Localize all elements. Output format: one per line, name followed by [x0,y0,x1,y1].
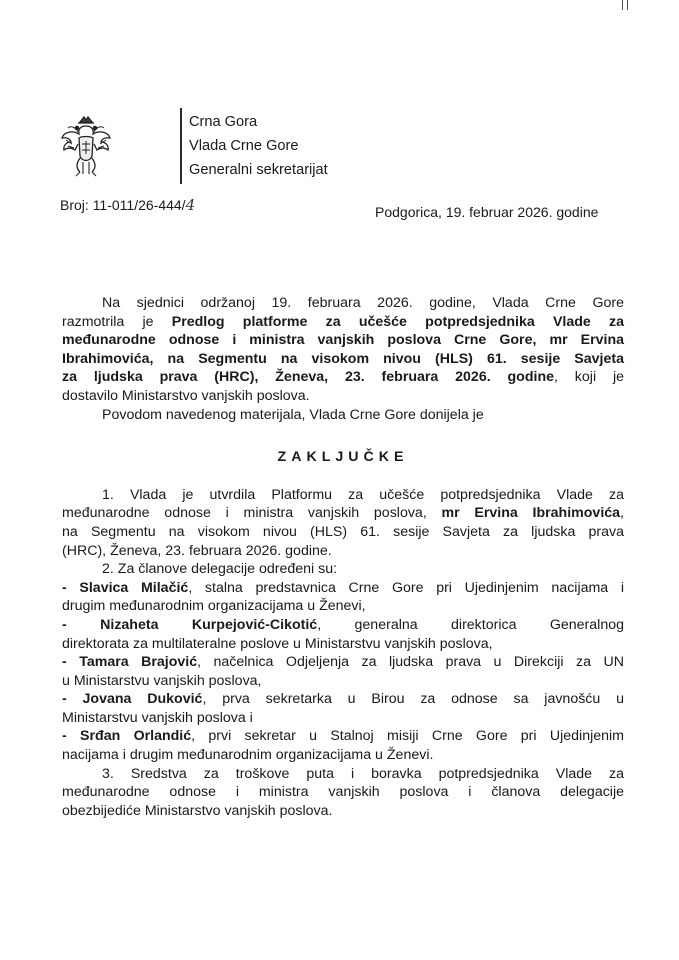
member-name: Tamara Brajović [79,654,198,671]
member-role: , stalna predstavnica Crne Gore pri Ujedinjenim nacijama i [188,579,625,596]
intro-line [62,368,624,387]
intro-decision: Povodom navedenog materijala, Vlada Crne Gore donijela je [102,406,484,423]
government-name: Vlada Crne Gore [189,138,299,154]
delegation-member-cont: drugim međunarodnim organizacijama u Ženevi, [62,598,366,615]
intro-bold: za ljudska prava (HRC), Ženeva, 23. februara 2026. godine [62,369,555,386]
reference-label: Broj: [60,197,89,213]
intro-line: dostavilo Ministarstvo vanjskih poslova. [62,387,310,404]
intro-line [62,331,624,350]
member-role: , prvi sekretar u Stalnoj misiji Crne Gore pri Ujedinjenim [191,728,624,745]
intro-text: , koji je [554,369,624,386]
member-dash: - [62,579,80,596]
intro-bold: Predlog platforme za učešće potpredsjednika Vlade za [171,313,624,330]
intro-line [62,350,624,369]
delegation-member-cont: Ministarstvu vanjskih poslova i [62,709,253,726]
member-dash: - [62,654,80,671]
document-body [62,294,624,820]
member-dash: - [62,728,81,745]
delegation-member-cont: u Ministarstvu vanjskih poslova, [62,672,262,689]
member-dash: - [62,616,101,633]
member-name: Jovana Duković [82,691,203,708]
delegation-member [62,727,624,746]
conclusion-3-line: međunarodne odnose i ministra vanjskih poslova i članova delegacije [62,784,624,801]
member-name: Slavica Milačić [79,579,189,596]
conclusion-1-line: 1. Vlada je utvrdila Platformu za učešće potpredsjednika Vlade za [102,486,624,503]
coat-of-arms-icon [58,114,114,178]
conclusion-1-line: (HRC), Ženeva, 23. februara 2026. godine. [62,542,332,559]
member-role: , generalna direktorica Generalnog [317,616,624,633]
conclusion-3-line: obezbijediće Ministarstvo vanjskih poslova. [62,802,333,819]
minister-name: mr Ervina Ibrahimovića [441,505,621,522]
conclusion-1-line [62,504,624,523]
handwritten-suffix: 4 [185,196,196,214]
intro-line: Na sjednici održanoj 19. februara 2026. godine, Vlada Crne Gore [102,295,624,311]
conclusion-text: međunarodne odnose i ministra vanjskih poslova, [62,505,442,522]
member-name: Nizaheta Kurpejović-Cikotić [100,616,318,633]
member-dash: - [62,691,83,708]
secretariat-name: Generalni sekretarijat [189,162,328,178]
intro-line [62,313,624,332]
delegation-member [62,653,624,672]
letterhead-text [189,110,328,182]
member-name: Srđan Orlandić [80,728,192,745]
reference-number [60,196,195,214]
member-role: , načelnica Odjeljenja za ljudska prava u Direkciji za UN [197,654,624,671]
conclusion-2-intro: 2. Za članove delegacije određeni su: [102,561,338,578]
delegation-member-cont: nacijama i drugim međunarodnim organizacijama u Ženevi. [62,747,434,764]
letterhead-divider [180,108,182,184]
place-and-date: Podgorica, 19. februar 2026. godine [375,204,599,220]
delegation-member [62,616,624,635]
intro-bold: međunarodne odnose i ministra vanjskih poslova Crne Gore, mr Ervina [62,332,624,349]
conclusion-1-line: na Segmentu na visokom nivou (HLS) 61. sesije Savjeta za ljudska prava [62,523,624,540]
conclusion-text: , [620,505,624,522]
scan-mark [622,0,628,10]
conclusion-3-line: 3. Sredstva za troškove puta i boravka potpredsjednika Vlade za [102,765,624,782]
delegation-member [62,579,624,598]
member-role: , prva sekretarka u Birou za odnose sa javnošću u [202,691,624,708]
delegation-member [62,690,624,709]
delegation-member-cont: direktorata za multilateralne poslove u Ministarstvu vanjskih poslova, [62,635,493,652]
intro-bold: Ibrahimovića, na Segmentu na visokom nivou (HLS) 61. sesije Savjeta [62,350,624,367]
country-name: Crna Gora [189,114,258,130]
section-title: ZAKLJUČKE [277,449,409,466]
intro-text: razmotrila je [62,313,172,330]
reference-value: 11-011/26-444/ [92,197,186,213]
